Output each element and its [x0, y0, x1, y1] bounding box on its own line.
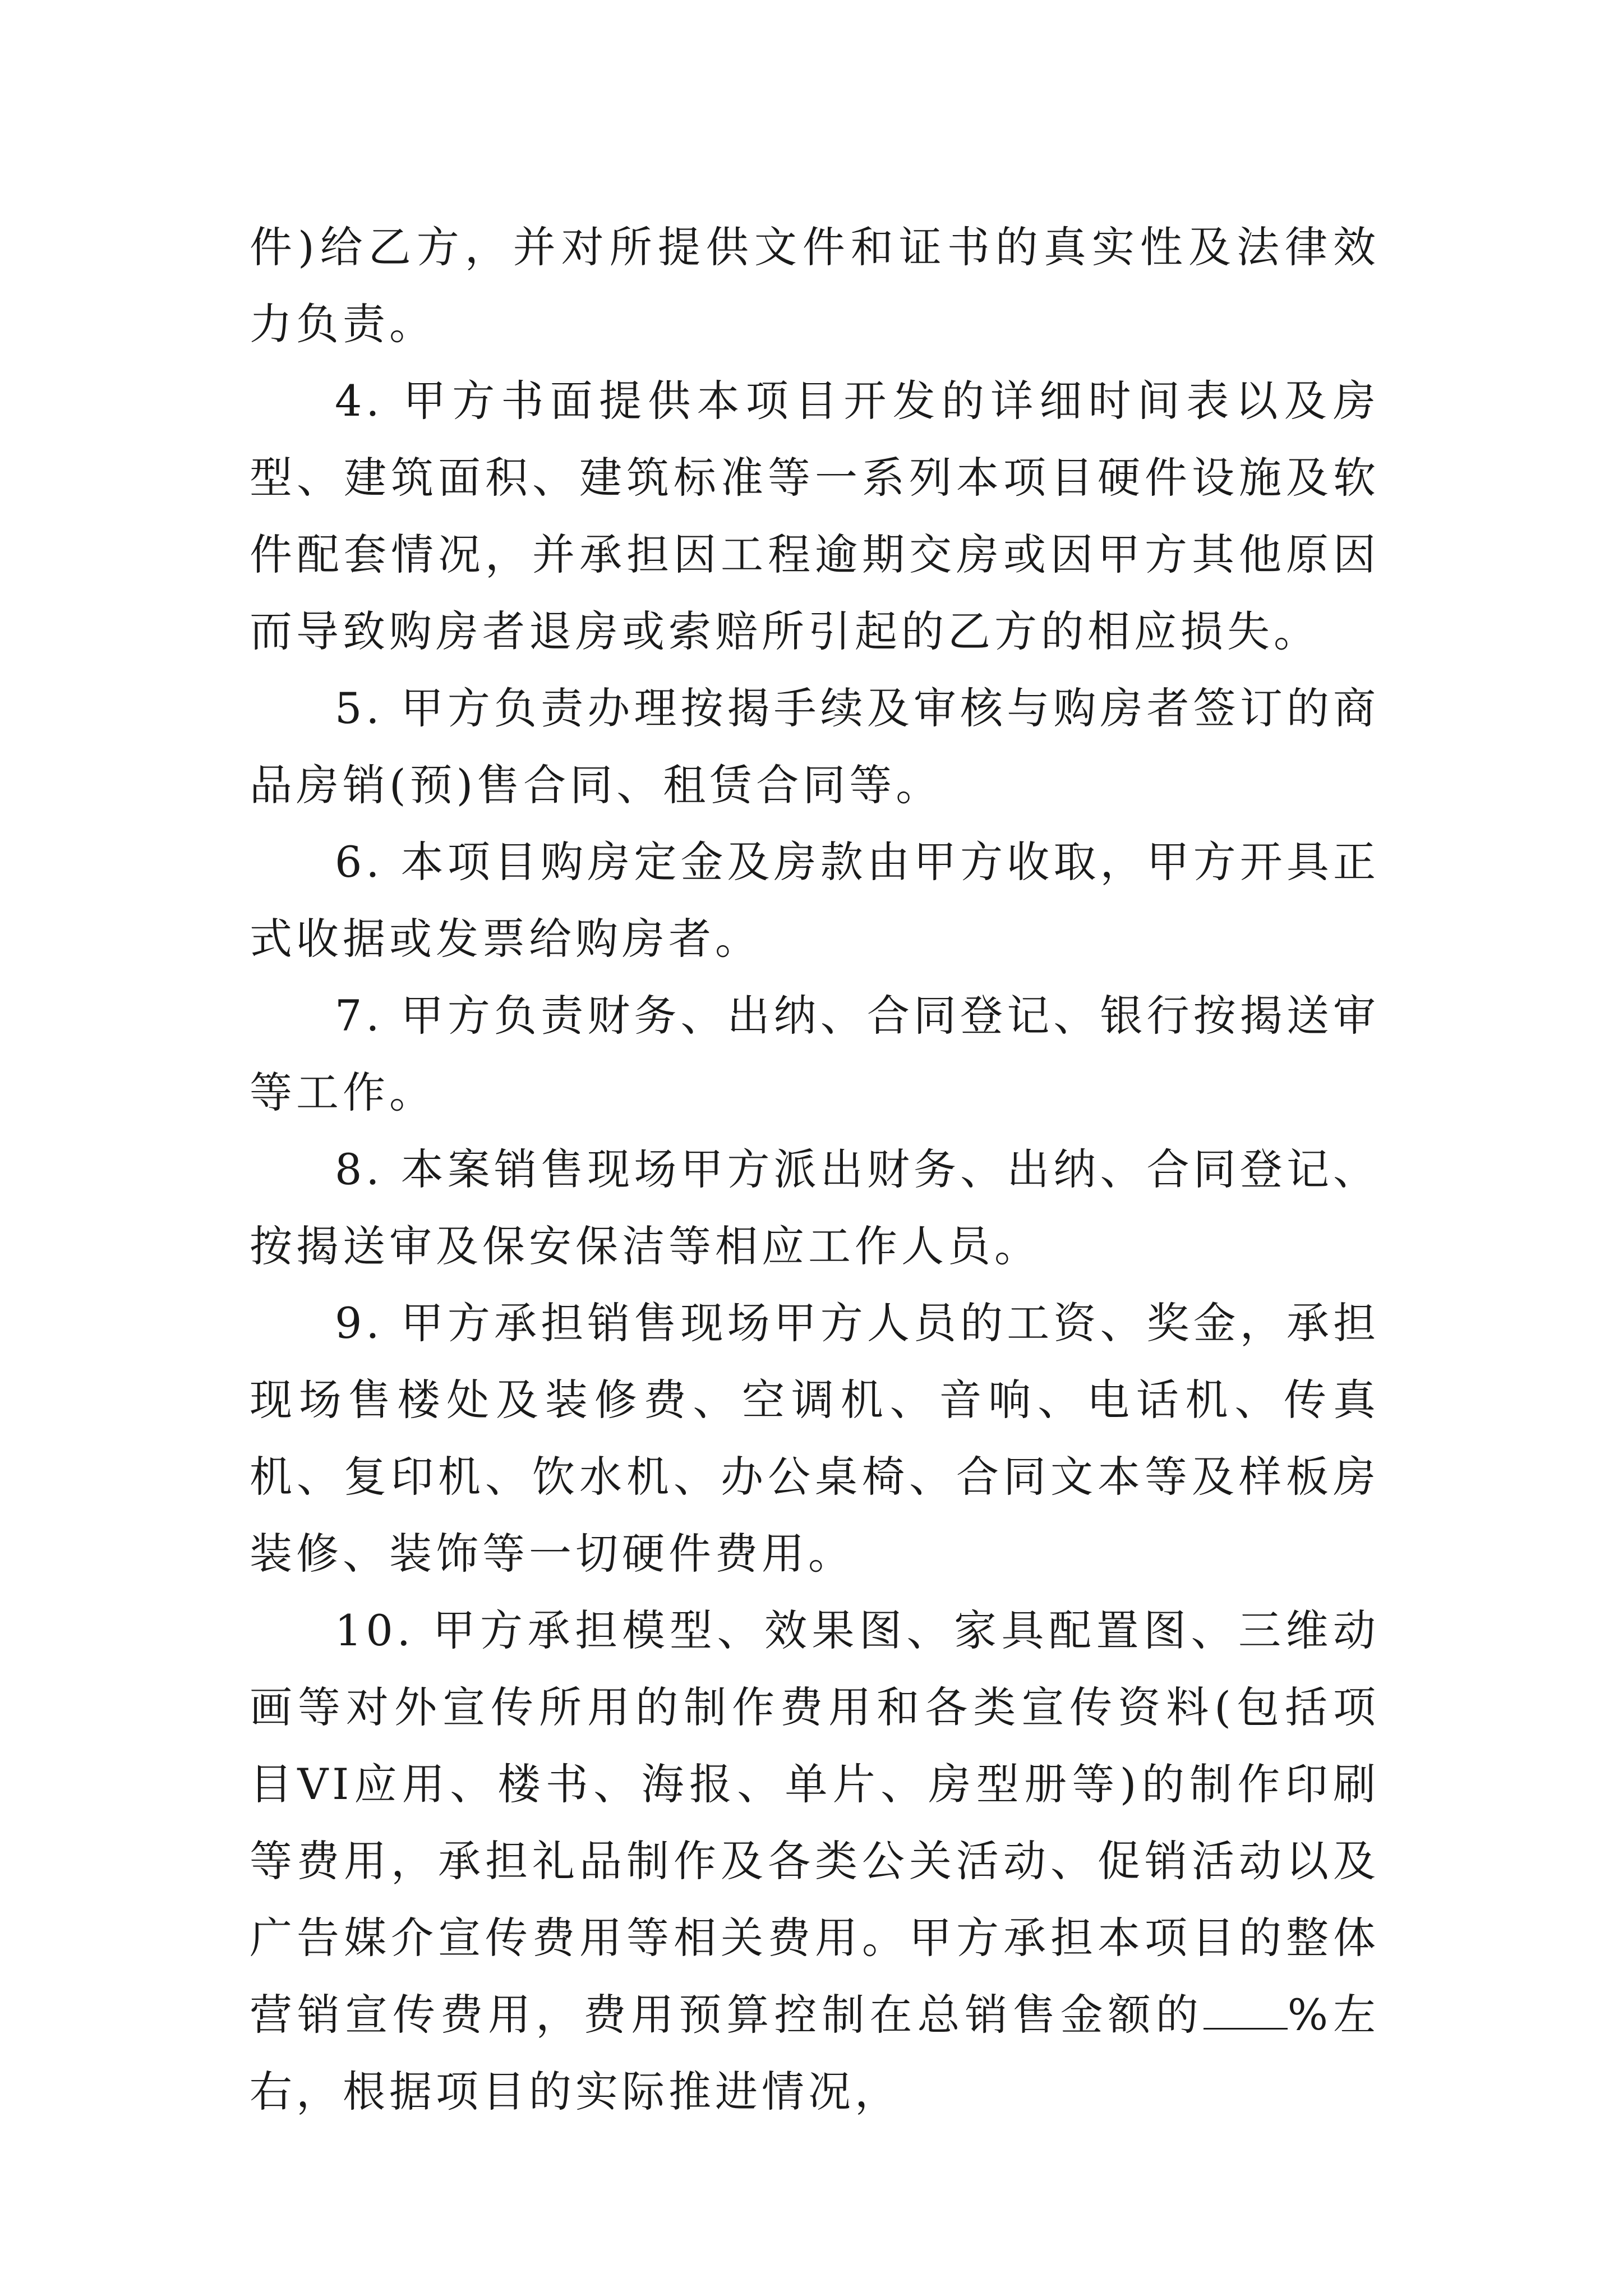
- paragraph-10-text-before: 10. 甲方承担模型、效果图、家具配置图、三维动画等对外宣传所用的制作费用和各类宣传资料(包括项目VI应用、楼书、海报、单片、房型册等)的制作印刷等费用，承担礼品制作及各类公关活动、促销活动以及广告媒介宣传费用等相关费用。甲方承担本项目的整体营销宣传费用，费用预算控制在总销售金额的: [250, 1605, 1380, 2040]
- paragraph-7: 7. 甲方负责财务、出纳、合同登记、银行按揭送审等工作。: [250, 991, 1380, 1117]
- paragraph-5: 5. 甲方负责办理按揭手续及审核与购房者签订的商品房销(预)售合同、租赁合同等。: [250, 683, 1380, 810]
- percentage-blank: [1204, 1994, 1288, 2030]
- paragraph-8: 8. 本案销售现场甲方派出财务、出纳、合同登记、按揭送审及保安保洁等相应工作人员。: [250, 1144, 1380, 1271]
- paragraph-4: 4. 甲方书面提供本项目开发的详细时间表以及房型、建筑面积、建筑标准等一系列本项目硬件设施及软件配套情况，并承担因工程逾期交房或因甲方其他原因而导致购房者退房或索赔所引起的乙方的相应损失。: [250, 376, 1380, 656]
- document-body: [250, 209, 1380, 2130]
- paragraph-10: [250, 1592, 1380, 2130]
- paragraph-9: 9. 甲方承担销售现场甲方人员的工资、奖金，承担现场售楼处及装修费、空调机、音响、电话机、传真机、复印机、饮水机、办公桌椅、合同文本等及样板房装修、装饰等一切硬件费用。: [250, 1298, 1380, 1579]
- paragraph-3-continuation: 件)给乙方，并对所提供文件和证书的真实性及法律效力负责。: [250, 222, 1380, 349]
- paragraph-10-text-after: %左右，根据项目的实际推进情况，: [250, 1990, 1380, 2116]
- paragraph-6: 6. 本项目购房定金及房款由甲方收取，甲方开具正式收据或发票给购房者。: [250, 837, 1380, 964]
